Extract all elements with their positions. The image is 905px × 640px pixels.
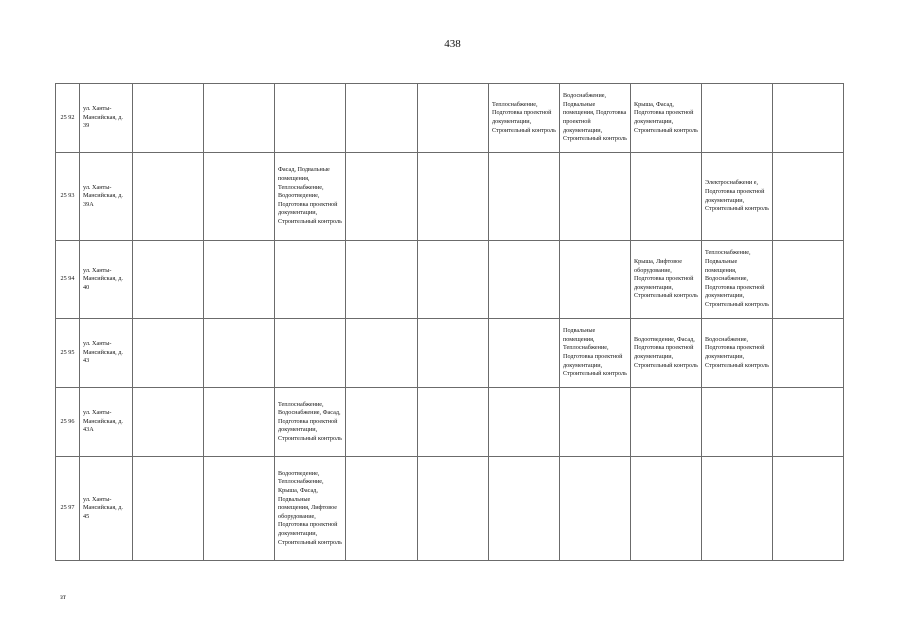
address-cell: ул. Ханты-Мансийская, д. 45 bbox=[80, 457, 133, 561]
work-cell bbox=[489, 319, 560, 388]
work-cell bbox=[489, 457, 560, 561]
work-cell: Теплоснабжение, Подвальные помещения, Водоснабжение, Подготовка проектной документации, Строительный контроль bbox=[702, 241, 773, 319]
work-cell bbox=[489, 153, 560, 241]
work-cell: Водоснабжение, Подвальные помещения, Подготовка проектной документации, Строительный контроль bbox=[560, 84, 631, 153]
repair-schedule-table bbox=[55, 83, 844, 561]
work-cell bbox=[418, 388, 489, 457]
footer-mark: зт bbox=[60, 593, 66, 601]
work-cell: Теплоснабжение, Водоснабжение, Фасад, Подготовка проектной документации, Строительный контроль bbox=[275, 388, 346, 457]
work-cell bbox=[560, 457, 631, 561]
work-cell bbox=[346, 388, 418, 457]
work-cell bbox=[631, 457, 702, 561]
work-cell bbox=[133, 153, 204, 241]
work-cell bbox=[702, 457, 773, 561]
work-cell bbox=[346, 84, 418, 153]
work-cell bbox=[133, 84, 204, 153]
row-number: 25 93 bbox=[56, 153, 80, 241]
table-row bbox=[56, 241, 844, 319]
work-cell bbox=[489, 241, 560, 319]
work-cell bbox=[204, 241, 275, 319]
work-cell bbox=[204, 84, 275, 153]
table-row bbox=[56, 388, 844, 457]
work-cell bbox=[631, 388, 702, 457]
work-cell: Водоснабжение, Подготовка проектной документации, Строительный контроль bbox=[702, 319, 773, 388]
address-cell: ул. Ханты-Мансийская, д. 43 bbox=[80, 319, 133, 388]
work-cell bbox=[773, 153, 844, 241]
work-cell bbox=[560, 241, 631, 319]
work-cell bbox=[418, 84, 489, 153]
work-cell bbox=[204, 153, 275, 241]
work-cell bbox=[773, 319, 844, 388]
work-cell bbox=[204, 319, 275, 388]
address-cell: ул. Ханты-Мансийская, д. 39А bbox=[80, 153, 133, 241]
work-cell bbox=[773, 84, 844, 153]
work-cell: Водоотведение, Фасад, Подготовка проектной документации, Строительный контроль bbox=[631, 319, 702, 388]
work-cell bbox=[773, 388, 844, 457]
work-cell: Теплоснабжение, Подготовка проектной документации, Строительный контроль bbox=[489, 84, 560, 153]
page-number: 438 bbox=[444, 38, 461, 50]
work-cell bbox=[346, 153, 418, 241]
work-cell: Подвальные помещения, Теплоснабжение, Подготовка проектной документации, Строительный контроль bbox=[560, 319, 631, 388]
table-row bbox=[56, 319, 844, 388]
work-cell: Фасад, Подвальные помещения, Теплоснабжение, Водоотведение, Подготовка проектной документации, Строительный контроль bbox=[275, 153, 346, 241]
address-cell: ул. Ханты-Мансийская, д. 40 bbox=[80, 241, 133, 319]
work-cell bbox=[204, 388, 275, 457]
work-cell bbox=[346, 457, 418, 561]
work-cell bbox=[418, 153, 489, 241]
row-number: 25 94 bbox=[56, 241, 80, 319]
work-cell bbox=[346, 319, 418, 388]
work-cell: Крыша, Лифтовое оборудование, Подготовка проектной документации, Строительный контроль bbox=[631, 241, 702, 319]
work-cell: Водоотведение, Теплоснабжение, Крыша, Фасад, Подвальные помещения, Лифтовое оборудование, Подготовка проектной документации, Строительный контроль bbox=[275, 457, 346, 561]
table-row bbox=[56, 457, 844, 561]
work-cell bbox=[275, 241, 346, 319]
work-cell bbox=[560, 388, 631, 457]
table-row bbox=[56, 84, 844, 153]
row-number: 25 96 bbox=[56, 388, 80, 457]
work-cell bbox=[631, 153, 702, 241]
work-cell bbox=[133, 388, 204, 457]
work-cell bbox=[773, 457, 844, 561]
work-cell: Крыша, Фасад, Подготовка проектной документации, Строительный контроль bbox=[631, 84, 702, 153]
work-cell: Электроснабжени е, Подготовка проектной документации, Строительный контроль bbox=[702, 153, 773, 241]
work-cell bbox=[275, 319, 346, 388]
work-cell bbox=[275, 84, 346, 153]
work-cell bbox=[133, 319, 204, 388]
address-cell: ул. Ханты-Мансийская, д. 43А bbox=[80, 388, 133, 457]
table-row bbox=[56, 153, 844, 241]
work-cell bbox=[418, 319, 489, 388]
work-cell bbox=[133, 457, 204, 561]
work-cell bbox=[346, 241, 418, 319]
work-cell bbox=[489, 388, 560, 457]
row-number: 25 92 bbox=[56, 84, 80, 153]
work-cell bbox=[773, 241, 844, 319]
work-cell bbox=[204, 457, 275, 561]
work-cell bbox=[560, 153, 631, 241]
address-cell: ул. Ханты-Мансийская, д. 39 bbox=[80, 84, 133, 153]
work-cell bbox=[418, 241, 489, 319]
row-number: 25 95 bbox=[56, 319, 80, 388]
work-cell bbox=[133, 241, 204, 319]
work-cell bbox=[702, 388, 773, 457]
row-number: 25 97 bbox=[56, 457, 80, 561]
work-cell bbox=[702, 84, 773, 153]
work-cell bbox=[418, 457, 489, 561]
